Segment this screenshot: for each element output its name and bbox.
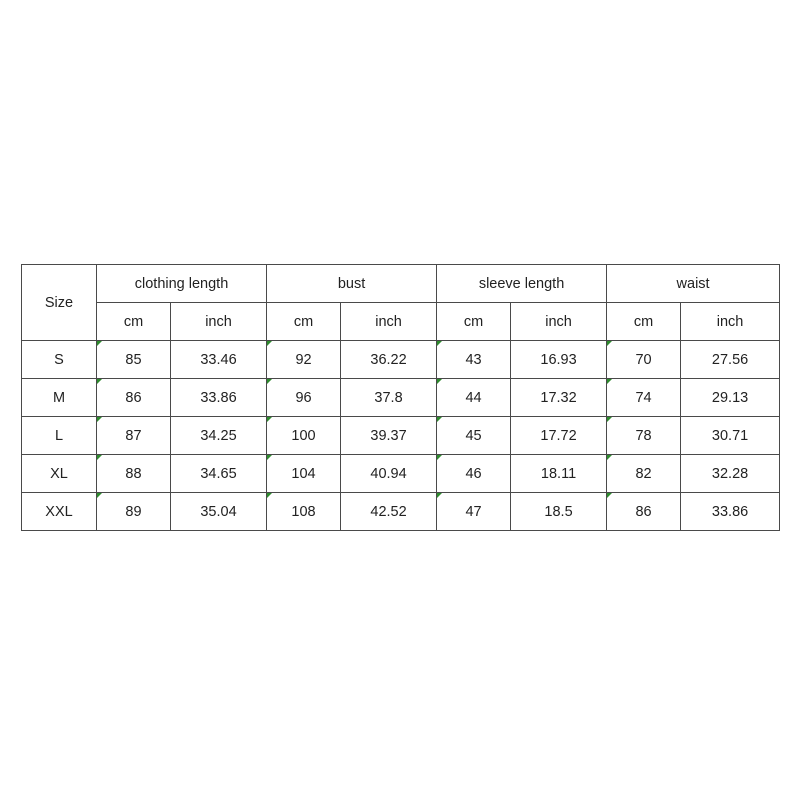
size-header: Size	[22, 265, 97, 341]
unit-header: inch	[511, 303, 607, 341]
value-cell: 33.86	[171, 379, 267, 417]
value-cell: 32.28	[681, 455, 780, 493]
table-row	[22, 417, 780, 455]
value-cell: 29.13	[681, 379, 780, 417]
value-cell: 46	[437, 455, 511, 493]
unit-header: cm	[97, 303, 171, 341]
value-cell: 37.8	[341, 379, 437, 417]
value-cell: 35.04	[171, 493, 267, 531]
size-cell: S	[22, 341, 97, 379]
value-cell: 88	[97, 455, 171, 493]
value-cell: 96	[267, 379, 341, 417]
table-row	[22, 455, 780, 493]
value-cell: 89	[97, 493, 171, 531]
value-cell: 18.5	[511, 493, 607, 531]
size-cell: XL	[22, 455, 97, 493]
value-cell: 33.46	[171, 341, 267, 379]
value-cell: 85	[97, 341, 171, 379]
header-row-units	[22, 303, 780, 341]
value-cell: 47	[437, 493, 511, 531]
value-cell: 45	[437, 417, 511, 455]
value-cell: 108	[267, 493, 341, 531]
table-row	[22, 341, 780, 379]
value-cell: 36.22	[341, 341, 437, 379]
table-row	[22, 493, 780, 531]
value-cell: 82	[607, 455, 681, 493]
value-cell: 92	[267, 341, 341, 379]
group-header-waist: waist	[607, 265, 780, 303]
value-cell: 70	[607, 341, 681, 379]
value-cell: 34.65	[171, 455, 267, 493]
size-cell: M	[22, 379, 97, 417]
group-header-clothing-length: clothing length	[97, 265, 267, 303]
unit-header: inch	[171, 303, 267, 341]
unit-header: inch	[681, 303, 780, 341]
value-cell: 33.86	[681, 493, 780, 531]
value-cell: 86	[607, 493, 681, 531]
group-header-sleeve-length: sleeve length	[437, 265, 607, 303]
value-cell: 30.71	[681, 417, 780, 455]
header-row-groups	[22, 265, 780, 303]
value-cell: 27.56	[681, 341, 780, 379]
value-cell: 17.72	[511, 417, 607, 455]
unit-header: cm	[437, 303, 511, 341]
size-chart-table	[21, 264, 780, 531]
value-cell: 18.11	[511, 455, 607, 493]
value-cell: 40.94	[341, 455, 437, 493]
unit-header: inch	[341, 303, 437, 341]
value-cell: 87	[97, 417, 171, 455]
value-cell: 100	[267, 417, 341, 455]
unit-header: cm	[267, 303, 341, 341]
unit-header: cm	[607, 303, 681, 341]
size-cell: XXL	[22, 493, 97, 531]
value-cell: 17.32	[511, 379, 607, 417]
value-cell: 39.37	[341, 417, 437, 455]
value-cell: 44	[437, 379, 511, 417]
value-cell: 16.93	[511, 341, 607, 379]
value-cell: 78	[607, 417, 681, 455]
size-cell: L	[22, 417, 97, 455]
value-cell: 34.25	[171, 417, 267, 455]
group-header-bust: bust	[267, 265, 437, 303]
table-row	[22, 379, 780, 417]
value-cell: 86	[97, 379, 171, 417]
value-cell: 74	[607, 379, 681, 417]
value-cell: 43	[437, 341, 511, 379]
value-cell: 42.52	[341, 493, 437, 531]
value-cell: 104	[267, 455, 341, 493]
